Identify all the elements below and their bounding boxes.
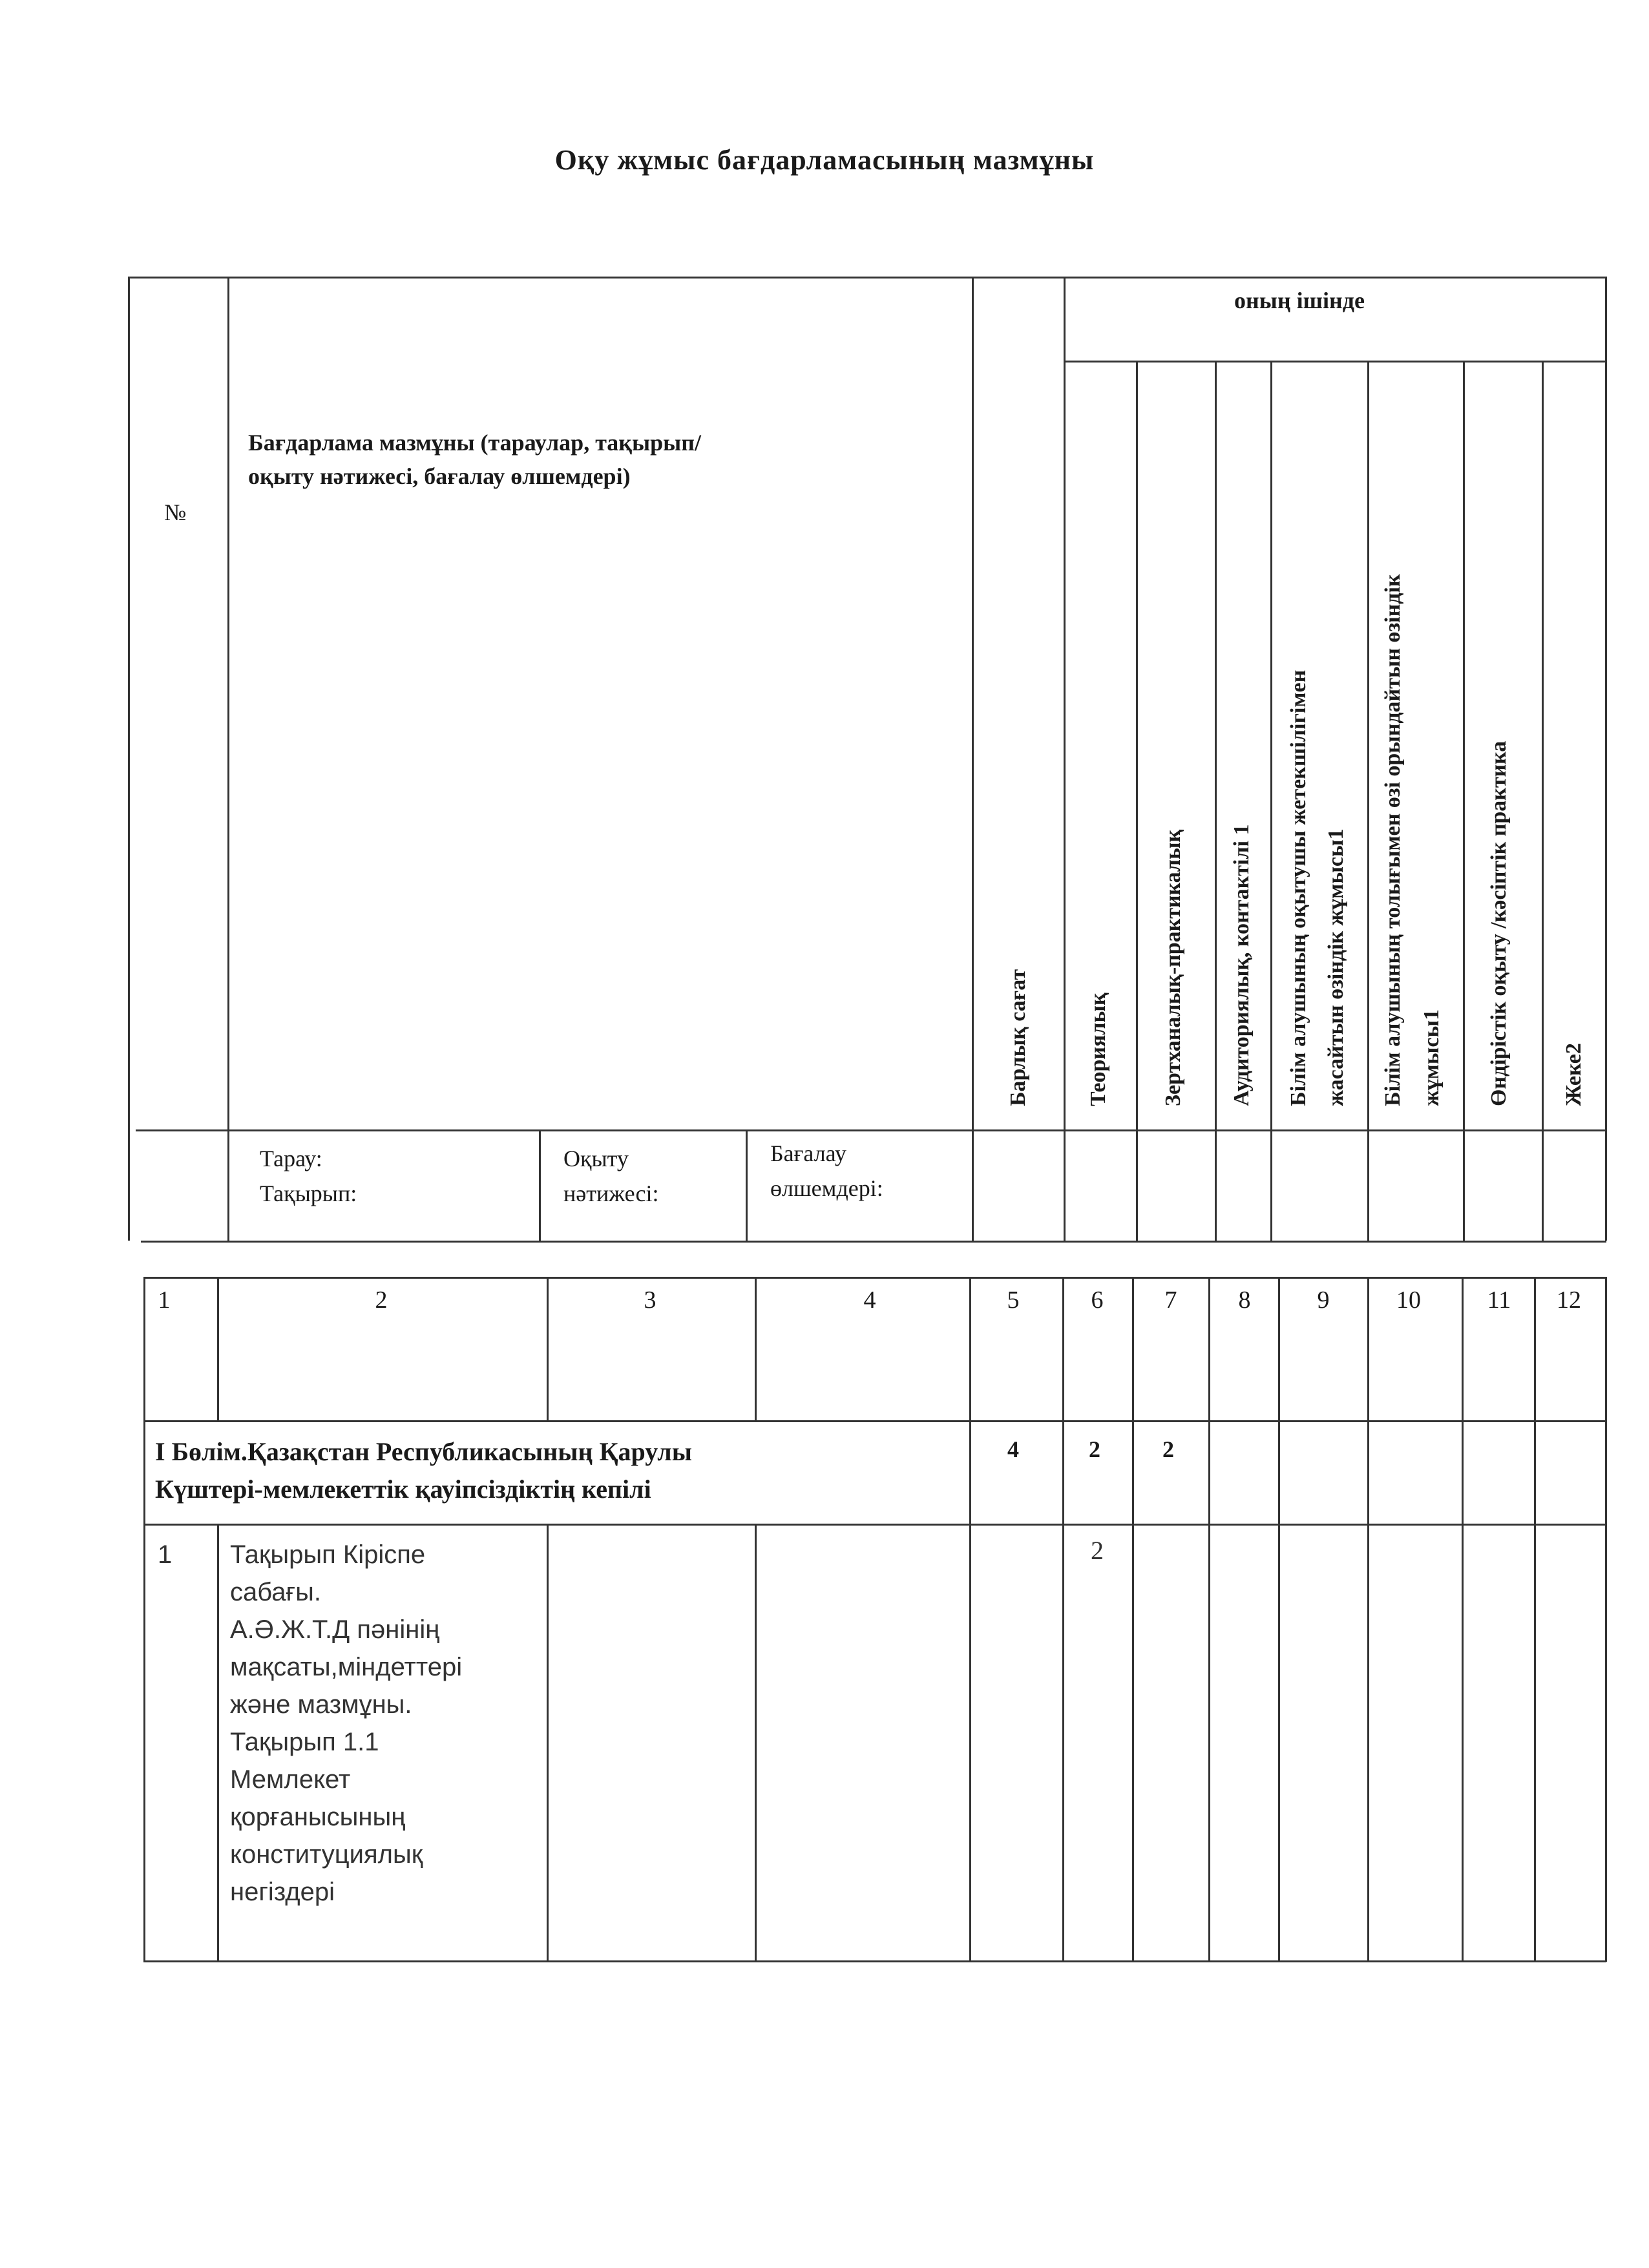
header-col-independent-line2: жұмысы1 xyxy=(1420,1009,1444,1106)
column-number: 10 xyxy=(1396,1286,1421,1314)
column-number: 7 xyxy=(1164,1286,1177,1314)
header-col-number: № xyxy=(164,499,187,525)
header-col-practice: Өндірістік оқыту /кәсіптік практика xyxy=(1487,740,1511,1106)
header-group-label: оның ішінде xyxy=(1234,288,1365,313)
label-criteria-line1: Бағалау xyxy=(770,1140,846,1166)
header-col-theory: Теориялық xyxy=(1086,992,1110,1106)
header-col-contact: Аудиториялық, контактілі 1 xyxy=(1230,824,1254,1106)
column-number: 1 xyxy=(158,1286,171,1314)
row-text-line: Тақырып 1.1 xyxy=(230,1728,379,1756)
section-title-line2: Күштері-мемлекеттік қауіпсіздіктің кепілі xyxy=(155,1475,651,1504)
row-text-line: қорғанысының xyxy=(230,1803,406,1831)
row-text-line: сабағы. xyxy=(230,1578,321,1606)
header-col-individual: Жеке2 xyxy=(1562,1043,1586,1106)
row-text-line: және мазмұны. xyxy=(230,1690,412,1719)
column-number: 3 xyxy=(644,1286,656,1314)
row-text-line: конституциялық xyxy=(230,1840,423,1869)
section-title-line1: I Бөлім.Қазақстан Республикасының Қарулы xyxy=(155,1437,692,1466)
column-number: 8 xyxy=(1238,1286,1251,1314)
row-text-line: Мемлекет xyxy=(230,1765,351,1794)
row-number: 1 xyxy=(158,1540,173,1569)
header-col-lab: Зертханалық-практикалық xyxy=(1161,829,1185,1106)
column-number: 4 xyxy=(863,1286,876,1314)
section-lab-hours: 2 xyxy=(1162,1436,1174,1462)
label-section: Тарау: xyxy=(260,1146,322,1171)
section-theory-hours: 2 xyxy=(1089,1436,1100,1462)
column-number: 5 xyxy=(1007,1286,1020,1314)
column-number: 11 xyxy=(1487,1286,1511,1314)
header-col-guided-line2: жасайтын өзіндік жұмысы1 xyxy=(1324,828,1348,1106)
column-number: 2 xyxy=(375,1286,388,1314)
section-total-hours: 4 xyxy=(1007,1436,1019,1462)
row-text-line: негіздері xyxy=(230,1878,335,1906)
row-text-line: А.Ә.Ж.Т.Д пәнінің xyxy=(230,1615,440,1644)
label-criteria-line2: өлшемдері: xyxy=(770,1175,883,1201)
label-outcome-line2: нәтижесі: xyxy=(563,1181,659,1206)
column-number: 6 xyxy=(1091,1286,1104,1314)
header-col-guided-line1: Білім алушының оқытушы жетекшілігімен xyxy=(1287,669,1310,1106)
header-col-content-line2: оқыту нәтижесі, бағалау өлшемдері) xyxy=(248,463,631,489)
row-theory-hours: 2 xyxy=(1091,1536,1104,1565)
row-text-line: мақсаты,міндеттері xyxy=(230,1653,463,1681)
row-text-line: Тақырып Кіріспе xyxy=(230,1540,426,1569)
column-number: 12 xyxy=(1557,1286,1581,1314)
label-topic: Тақырып: xyxy=(260,1181,357,1206)
page-title: Оқу жұмыс бағдарламасының мазмұны xyxy=(554,144,1095,176)
header-col-total: Барлық сағат xyxy=(1006,969,1030,1106)
column-number: 9 xyxy=(1317,1286,1330,1314)
header-col-independent-line1: Білім алушының толығымен өзі орындайтын өзіндік xyxy=(1381,574,1405,1106)
header-col-content-line1: Бағдарлама мазмұны (тараулар, тақырып/ xyxy=(248,430,702,456)
label-outcome-line1: Оқыту xyxy=(563,1146,629,1171)
